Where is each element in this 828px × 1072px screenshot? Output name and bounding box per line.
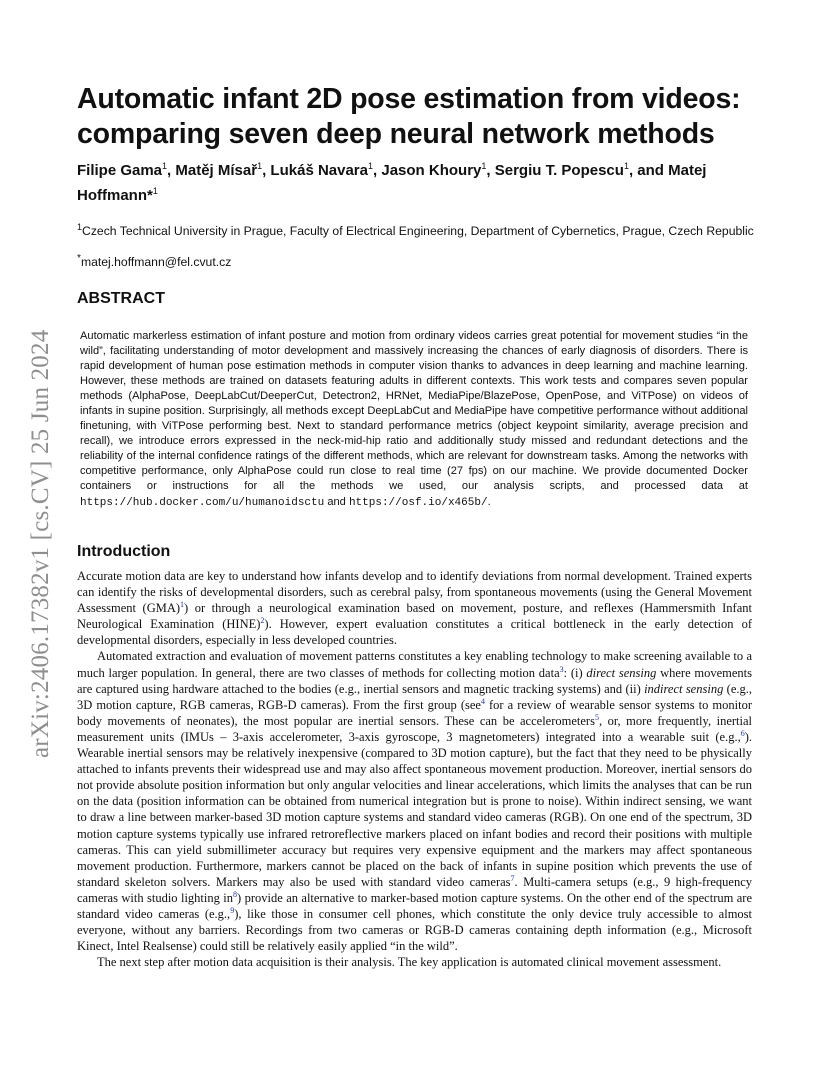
abstract-heading: ABSTRACT bbox=[77, 290, 165, 307]
arxiv-identifier-stamp: arXiv:2406.17382v1 [cs.CV] 25 Jun 2024 bbox=[27, 329, 54, 758]
text-run: Automated extraction and evaluation of movement patterns constitutes a key enabling technology to make screening available to a much larger population. In general, there are two classes of methods for collecting motion data bbox=[77, 649, 752, 680]
text-run: for a review of wearable sensor systems to monitor body movements of neonates), the most popular are inertial sensors. These can be accelerometers bbox=[77, 697, 752, 728]
abstract-body-text: Automatic markerless estimation of infant posture and motion from ordinary videos carries great potential for movement studies “in the wild”, facilitating understanding of motor development and massively increasing the chances of early diagnosis of disorders. There is rapid development of human pose estimation methods in computer vision thanks to advances in deep learning and machine learning. However, these methods are trained on datasets featuring adults in different contexts. This work tests and compares seven popular methods (AlphaPose, DeepLabCut/DeeperCut, Detectron2, HRNet, MediaPipe/BlazePose, OpenPose, and ViTPose) on videos of infants in supine position. Surprisingly, all methods except DeepLabCut and MediaPipe have competitive performance without additional finetuning, with ViTPose performing best. Next to standard performance metrics (object keypoint similarity, average precision and recall), we introduce errors expressed in the neck-mid-hip ratio and additionally study missed and redundant detections and the reliability of the internal confidence ratings of the different methods, which are relevant for downstream tasks. Among the networks with competitive performance, only AlphaPose could run close to real time (27 fps) on our machine. We provide documented Docker containers or instructions for all the methods we used, our analysis scripts, and processed data at bbox=[80, 330, 748, 493]
text-run: . Multi-camera setups (e.g., 9 high-frequency cameras with studio lighting in bbox=[77, 874, 752, 905]
affiliation-marker: 1 bbox=[623, 161, 629, 171]
abstract-conjunction: and bbox=[324, 495, 349, 508]
intro-paragraph-1 bbox=[77, 568, 752, 648]
author-name: , Sergiu T. Popescu bbox=[486, 162, 624, 179]
paper-title: Automatic infant 2D pose estimation from videos: comparing seven deep neural network methods bbox=[77, 83, 741, 150]
citation-link[interactable]: 4 bbox=[480, 696, 485, 706]
affiliation-marker: 1 bbox=[152, 186, 158, 196]
intro-paragraph-2 bbox=[77, 648, 752, 954]
intro-paragraph-3: The next step after motion data acquisition is their analysis. The key application is automated clinical movement assessment. bbox=[97, 955, 722, 970]
citation-link[interactable]: 1 bbox=[180, 600, 185, 610]
citation-link[interactable]: 3 bbox=[559, 664, 564, 674]
citation-link[interactable]: 8 bbox=[233, 889, 238, 899]
author-name: , Lukáš Navara bbox=[262, 162, 368, 179]
emphasis-direct-sensing: direct sensing bbox=[586, 665, 657, 680]
citation-link[interactable]: 5 bbox=[594, 712, 599, 722]
text-run: ) provide an alternative to marker-based motion capture systems. On the other end of the spectrum are standard video cameras (e.g., bbox=[77, 890, 752, 921]
affiliation-marker: 1 bbox=[77, 222, 83, 232]
text-run: : (i) bbox=[563, 665, 587, 680]
text-run: ). However, expert evaluation constitutes a critical bottleneck in the early detection of developmental disorders, especially in less developed countries. bbox=[77, 617, 752, 648]
abstract-text bbox=[80, 329, 748, 511]
osf-link[interactable]: https://osf.io/x465b/ bbox=[348, 496, 488, 509]
citation-link[interactable]: 9 bbox=[230, 905, 235, 915]
text-run: ). Wearable inertial sensors may be relatively inexpensive (compared to 3D motion capture), but the fact that they need to be physically attached to infants prevents their widespread use and may also affect spontaneous movement production. Moreover, inertial sensors do not provide absolute position information but only angular velocities and linear accelerations, which limits the analyses that can be run on the data (position information can be obtained from numerical integration but is prone to noise). Within indirect sensing, we want to draw a line between marker-based 3D motion capture systems and standard video cameras (RGB). On one end of the spectrum, 3D motion capture systems typically use infrared retroreflective markers placed on infant bodies and record their positions with multiple cameras. This can yield submillimeter accuracy but requires very expensive equipment and the markers may affect spontaneous movement production. Furthermore, markers cannot be placed on the back of infants in supine position which prevents the use of standard skeleton solvers. Markers may also be used with standard video cameras bbox=[77, 729, 752, 889]
text-run: , or, more frequently, inertial measurement units (IMUs – 3-axis accelerometer, 3-axis gyroscope, 3 magnetometers) integrated into a wearable suit (e.g., bbox=[77, 713, 752, 744]
affiliation-text: Czech Technical University in Prague, Faculty of Electrical Engineering, Department of Cybernetics, Prague, Czech Republic bbox=[82, 224, 754, 239]
corresponding-email bbox=[77, 251, 231, 270]
abstract-end: . bbox=[487, 495, 491, 508]
emphasis-indirect-sensing: indirect sensing bbox=[644, 681, 724, 696]
introduction-body bbox=[77, 568, 752, 970]
affiliation bbox=[77, 219, 757, 239]
text-run: ) or through a neurological examination based on movement, posture, and reflexes (Hammersmith Infant Neurological Examination (HINE) bbox=[77, 601, 752, 632]
text-run: where movements are captured using hardware attached to the bodies (e.g., inertial sensors and magnetic tracking systems) and (ii) bbox=[77, 665, 753, 696]
author-name: , and Matej Hoffmann* bbox=[77, 162, 707, 204]
text-run: ), like those in consumer cell phones, which constitute the only device truly accessible to almost everyone, without any barriers. Recordings from two cameras or RGB-D cameras containing depth information (e.g., Microsoft Kinect, Intel Realsense) could still be relatively easily applied “in the wild”. bbox=[77, 906, 752, 954]
author-list bbox=[77, 156, 767, 206]
author-name: , Jason Khoury bbox=[373, 162, 482, 179]
affiliation-marker: 1 bbox=[481, 161, 487, 171]
affiliation-marker: 1 bbox=[257, 161, 263, 171]
text-run: (e.g., 3D motion capture, RGB cameras, RGB-D cameras). From the first group (see bbox=[77, 681, 752, 712]
affiliation-marker: 1 bbox=[368, 161, 374, 171]
affiliation-marker: 1 bbox=[162, 161, 168, 171]
author-name: , Matěj Mísař bbox=[167, 162, 258, 179]
author-name: Filipe Gama bbox=[77, 162, 163, 179]
citation-link[interactable]: 2 bbox=[260, 616, 265, 626]
docker-link[interactable]: https://hub.docker.com/u/humanoidsctu bbox=[80, 496, 325, 509]
citation-link[interactable]: 6 bbox=[740, 728, 745, 738]
introduction-heading: Introduction bbox=[77, 543, 171, 560]
text-run: Accurate motion data are key to understand how infants develop and to identify deviations from normal development. Trained experts can identify the risks of developmental disorders, such as cerebral palsy, from spontaneous movements (using the General Movement Assessment (GMA) bbox=[77, 569, 752, 616]
citation-link[interactable]: 7 bbox=[510, 873, 515, 883]
email-address: matej.hoffmann@fel.cvut.cz bbox=[80, 255, 232, 270]
email-marker: * bbox=[77, 253, 81, 264]
